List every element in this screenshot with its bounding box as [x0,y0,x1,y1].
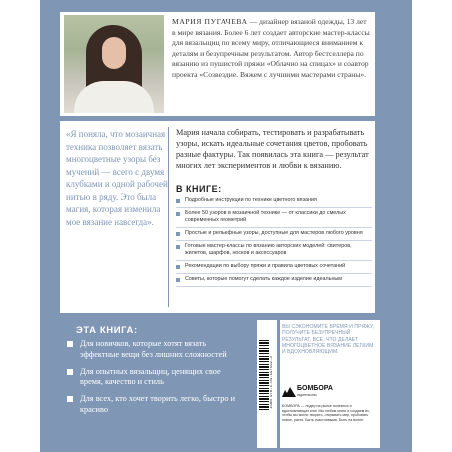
barcode-icon [259,340,269,412]
in-book-item: Рекомендации по выбору пряжи и правила цветовых сочетаний [176,263,372,274]
tagline: ВЫ СЭКОНОМИТЕ ВРЕМЯ И ПРЯЖУ, ПОЛУЧИТЕ БЕЗУПРЕЧНЫЙ РЕЗУЛЬТАТ, ВСЕ, ЧТО ДЕЛАЕТ МНОГОЦВЕТНОЕ ВЯЗАНИЕ ЛЕГКИМ И ВДОХНОВЛЯЮЩИМ. [282,324,375,356]
publisher-name: БОМБОРА [297,385,333,392]
this-book-list [66,339,242,422]
author-name: МАРИЯ ПУГАЧЕВА [172,17,248,26]
publisher-description: БОМБОРА — лидер на рынке полезных и вдохновляющих книг. Мы любим книги и создаем их, чтобы вы могли творить, открывать мир, пробовать новое, расти. Быть счастливыми. Быть на волне. [282,404,370,422]
in-book-item: Простые и рельефные узоры, доступные для мастеров любого уровня [176,230,372,241]
in-book-list [176,197,372,289]
in-book-item: Советы, которые помогут сделать каждое изделие идеальным [176,276,372,287]
author-quote: «Я поняла, что мозаичная техника позволяет вязать многоцветные узоры без мучений — всего с двумя клубками и одной рабочей нитью в ряду. Это была магия, которая изменила мое вязание навсегда». [66,129,168,227]
author-photo-shirt [74,81,154,113]
publisher-mark-icon [282,387,296,397]
in-book-heading: В КНИГЕ: [176,184,222,194]
in-book-item: Подробные инструкции по технике цветного вязания [176,197,372,208]
author-bio [172,17,370,81]
author-photo [64,15,164,113]
this-book-item: Для опытных вязальщиц, ценящих свое время, качество и стиль [66,367,242,389]
author-photo-face [102,37,126,69]
this-book-item: Для новичков, которые хотят вязать эффектные вещи без лишних сложностей [66,339,242,361]
this-book-heading: ЭТА КНИГА: [76,325,138,336]
author-bio-text: — дизайнер вязаной одежды, 13 лет в мире вязания. Более 6 лет создает авторские мастер-классы для вязальщиц по всему миру, отличающиеся вниманием к деталям и безупречным результатом. Автор бестселлера по вязанию из пушистой пряжи «Облачно на спицах» и соавтор проекта «Созвездие. Вяжем с лучшими мастерами страны». [172,17,370,79]
this-book-item: Для всех, кто хочет творить легко, быстро и красиво [66,394,242,416]
in-book-item: Более 50 узоров в мозаичной технике — от классики до смелых современных геометрий [176,210,372,228]
publisher-logo [282,385,378,401]
isbn-number: ISBN 978-5-04-197592-3 [270,356,274,409]
in-book-item: Готовые мастер-классы по вязанию авторских моделей: свитеров, жилетов, шарфов, носков и аксессуаров [176,243,372,261]
publisher-subtitle: издательство [297,393,317,397]
quote-divider [168,127,169,307]
intro-paragraph: Мария начала собирать, тестировать и разрабатывать узоры, искать идеальные сочетания цветов, пробовать разные фактуры. Так появилась эта книга — результат многих лет экспериментов и любви к вязанию. [176,128,369,170]
